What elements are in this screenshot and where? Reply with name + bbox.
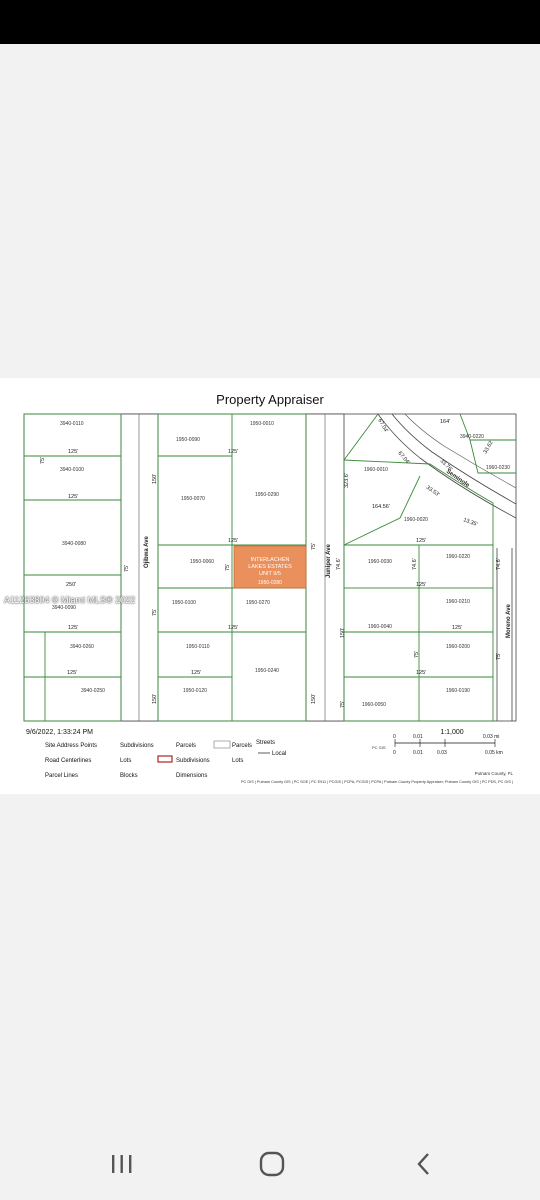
dimension: 67.04': [376, 418, 389, 434]
dimension: 150': [152, 473, 158, 484]
parcel-id: 1960-0210: [446, 599, 470, 605]
map-timestamp: 9/6/2022, 1:33:24 PM: [26, 729, 93, 736]
dimension: 150': [152, 693, 158, 704]
scale-km-tick: 0: [393, 750, 396, 756]
recents-icon: [109, 1153, 135, 1175]
dimension: 75': [124, 564, 130, 572]
legend-parcels-swatch: [214, 741, 230, 748]
legend-item: Blocks: [120, 773, 138, 779]
parcel-id: 1950-0290: [255, 492, 279, 498]
home-button[interactable]: [242, 1144, 302, 1184]
parcel-id: 1960-0230: [486, 465, 510, 471]
dimension: 33.53': [424, 484, 441, 499]
parcel-id: 3940-0250: [81, 688, 105, 694]
parcel-id: 1950-0100: [172, 600, 196, 606]
dimension: 150': [311, 693, 317, 704]
dimension: 75': [40, 456, 46, 464]
scale-source: PC GIS: [372, 745, 386, 750]
dimension: 33.76': [438, 458, 454, 473]
parcel-id: 1950-0270: [246, 600, 270, 606]
dimension: 75': [496, 652, 502, 660]
dimension: 125': [191, 670, 202, 676]
credit-sources: PC GIS | Putnam County GIS | PC SOE | PC E911 | PCGIS | PCPA, PCGIS | PCPA | Putnam County Property Appraiser; Putnam County GIS | PC PDS, PC GIS |: [240, 780, 513, 784]
parcel-id: 1960-0010: [364, 467, 388, 473]
parcel-id: 3940-0220: [460, 434, 484, 440]
scale-mi-tick: 0: [393, 734, 396, 740]
parcel-id: 1950-0110: [186, 644, 210, 650]
parcel-id: 1950-0010: [250, 421, 274, 427]
legend-item: Dimensions: [176, 773, 208, 779]
parcel-id: 1950-0070: [181, 496, 205, 502]
parcel-id: 3940-0260: [70, 644, 94, 650]
legend-item: Subdivisions: [176, 758, 210, 764]
parcel-id: 1950-0090: [176, 437, 200, 443]
parcel-id: 1960-0220: [446, 554, 470, 560]
parcel-id: 1960-0030: [368, 559, 392, 565]
dimension: 125': [416, 582, 427, 588]
dimension: 74.6': [336, 558, 342, 570]
street-seminole-label: Seminole: [444, 468, 471, 489]
parcel-map: [0, 378, 540, 794]
street-juniper-label: Juniper Ave: [326, 544, 332, 578]
scale-km-tick: 0.01: [413, 750, 423, 756]
dimension: 125': [452, 625, 463, 631]
dimension: 250': [66, 582, 77, 588]
dimension: 125': [416, 670, 427, 676]
dimension: 75': [311, 542, 317, 550]
dimension: 125': [228, 625, 239, 631]
parcel-id: 1960-0040: [368, 624, 392, 630]
map-title: Property Appraiser: [216, 392, 324, 407]
back-icon: [414, 1151, 434, 1177]
dimension: 125': [416, 538, 427, 544]
credit-county: Putnam County, FL: [474, 771, 513, 776]
dimension: 74.6': [496, 558, 502, 570]
dimension: 150': [340, 627, 346, 638]
parcel-id: 1960-0050: [362, 702, 386, 708]
subject-label-3: UNIT 9/5: [259, 571, 281, 577]
scale-ticks: [393, 734, 503, 756]
legend-item: Lots: [232, 758, 244, 764]
legend-item: Lots: [120, 758, 132, 764]
parcel-id: 3940-0080: [62, 541, 86, 547]
dimension: 125': [228, 538, 239, 544]
legend-item: Site Address Points: [45, 743, 98, 749]
parcel-id: 3940-0100: [60, 467, 84, 473]
scale-ratio: 1:1,000: [440, 729, 464, 736]
dimension: 164': [440, 419, 451, 425]
parcel-id: 1960-0200: [446, 644, 470, 650]
legend-item: Parcels: [232, 743, 253, 749]
dimension: 75': [152, 608, 158, 616]
dimension: 323.6': [344, 473, 350, 488]
subject-label-2: LAKES ESTATES: [248, 564, 292, 570]
dimension: 33.62': [482, 439, 496, 455]
dimension: 75': [225, 563, 231, 571]
parcel-id: 1950-0120: [183, 688, 207, 694]
dimension: 125': [68, 494, 79, 500]
parcel-id: 1960-0020: [404, 517, 428, 523]
dimension: 75': [340, 700, 346, 708]
subject-label-1: INTERLACHEN: [250, 557, 290, 563]
back-button[interactable]: [394, 1144, 454, 1184]
recents-button[interactable]: [92, 1144, 152, 1184]
mls-watermark: A11263804 © Miami MLS® 2022: [4, 595, 136, 605]
legend-item: Subdivisions: [120, 743, 154, 749]
street-ojibwa-label: Ojibwa Ave: [144, 536, 150, 568]
legend-item: Parcels: [176, 743, 197, 749]
legend-subdivision-swatch: [158, 756, 172, 762]
dimension: 13.35': [462, 517, 479, 528]
dimension: 125': [228, 449, 239, 455]
legend-item: Road Centerlines: [45, 758, 92, 764]
parcel-id: 1950-0060: [190, 559, 214, 565]
dimension: 125': [67, 670, 78, 676]
dimension: 75': [414, 650, 420, 658]
scale-km-tick: 0.03: [437, 750, 447, 756]
subject-parcel-id: 1950-0280: [258, 580, 282, 586]
dimension: 125': [68, 625, 79, 631]
legend-item: Streets: [256, 740, 276, 746]
legend-item: Local: [272, 751, 287, 757]
dimension: 74.6': [412, 558, 418, 570]
parcel-id: 1960-0190: [446, 688, 470, 694]
dimension: 67.04': [396, 450, 411, 466]
parcel-id: 3940-0110: [60, 421, 84, 427]
background-bottom: [0, 794, 540, 1134]
dimension: 125': [68, 449, 79, 455]
parcel-id: 1950-0240: [255, 668, 279, 674]
scale-mi-tick: 0.01: [413, 734, 423, 740]
street-moreno-label: Moreno Ave: [506, 604, 512, 638]
legend-item: Parcel Lines: [45, 773, 79, 779]
dimension: 164.56': [372, 504, 390, 510]
scale-mi-tick: 0.03 mi: [483, 734, 500, 740]
status-bar: [0, 0, 540, 44]
parcel-id: 3940-0090: [52, 605, 76, 611]
background-top: [0, 44, 540, 378]
map-legend: [45, 740, 286, 779]
home-icon: [258, 1150, 286, 1178]
scale-km-tick: 0.05 km: [485, 750, 503, 756]
